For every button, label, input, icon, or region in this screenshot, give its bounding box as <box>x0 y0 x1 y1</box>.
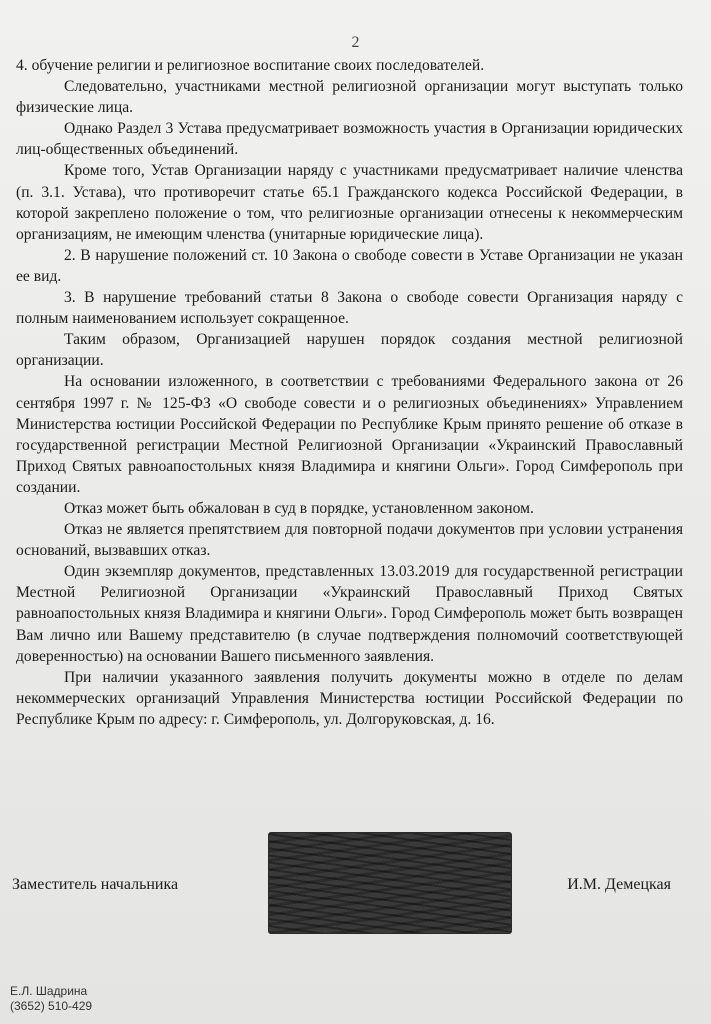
paragraph: Один экземпляр документов, представленных 13.03.2019 для государственной регистрации Местной Религиозной Организации «Украинский Православный Приход Святых равноапостольных князя Владимира и княгини Ольги». Город Симферополь может быть возвращен Вам лично или Вашему представителю (в случае подтверждения полномочий соответствующей доверенностью) на основании Вашего письменного заявления. <box>16 563 683 665</box>
paragraph: Кроме того, Устав Организации наряду с участниками предусматривает наличие членства (п. 3.1. Устава), что противоречит статье 65.1 Гражданского кодекса Российской Федерации, в которой закреплено положение о том, что религиозные организации отнесены к некоммерческим организациям, не имеющим членства (унитарные юридические лица). <box>16 162 683 243</box>
paragraph: 3. В нарушение требований статьи 8 Закона о свободе совести Организация наряду с полным наименованием использует сокращенное. <box>16 289 683 328</box>
paragraph: Таким образом, Организацией нарушен порядок создания местной религиозной организации. <box>16 331 683 370</box>
paragraph: Отказ не является препятствием для повторной подачи документов при условии устранения оснований, вызвавших отказ. <box>16 521 683 560</box>
paragraph: 2. В нарушение положений ст. 10 Закона о свободе совести в Уставе Организации не указан ее вид. <box>16 246 683 285</box>
signatory-position: Заместитель начальника <box>12 876 179 893</box>
signatory-name: И.М. Демецкая <box>567 876 671 893</box>
executor-block <box>10 984 92 1014</box>
page-number: 2 <box>351 34 360 51</box>
redacted-signature <box>268 832 512 934</box>
paragraph: На основании изложенного, в соответствии с требованиями Федерального закона от 26 сентября 1997 г. № 125-ФЗ «О свободе совести и о религиозных объединениях» Управлением Министерства юстиции Российской Федерации по Республике Крым принято решение об отказе в государственной регистрации Местной Религиозной Организации «Украинский Православный Приход Святых равноапостольных князя Владимира и княгини Ольги». Город Симферополь при создании. <box>16 373 683 496</box>
paragraph: Следовательно, участниками местной религиозной организации могут выступать только физические лица. <box>16 78 683 117</box>
paragraph: При наличии указанного заявления получить документы можно в отделе по делам некоммерческих организаций Управления Министерства юстиции Российской Федерации по Республике Крым по адресу: г. Симферополь, ул. Долгоруковская, д. 16. <box>16 668 683 728</box>
paragraph: 4. обучение религии и религиозное воспитание своих последователей. <box>16 57 485 74</box>
executor-name: Е.Л. Шадрина <box>10 984 88 998</box>
paragraph: Отказ может быть обжалован в суд в порядке, установленном законом. <box>64 499 534 517</box>
document-body <box>16 55 683 730</box>
executor-phone: (3652) 510-429 <box>10 999 93 1013</box>
paragraph: Однако Раздел 3 Устава предусматривает возможность участия в Организации юридических лиц-общественных объединений. <box>16 120 683 159</box>
